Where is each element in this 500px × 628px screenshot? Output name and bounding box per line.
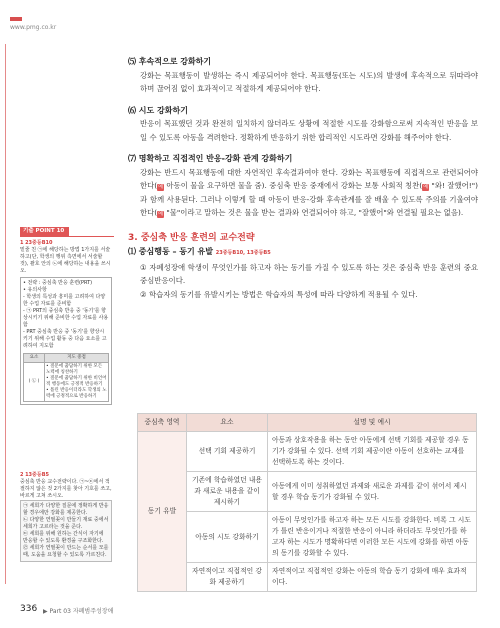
box-line: - PRT 중심축 반응 중 '동기'를 향상시키기 위해 수업 활동 중 다음 요소를 고려하여 지도함: [23, 329, 107, 349]
example-badge: 예: [158, 184, 164, 190]
mini-point: • 질문에 꿈답하기 위한 비언어적 행동에도 긍정적 반응하기: [46, 376, 107, 387]
main-content: [128, 55, 478, 301]
table-row: [138, 472, 477, 512]
example-badge: 예: [423, 184, 429, 190]
element-cell: 선택 기회 제공하기: [187, 432, 268, 472]
mini-point: • 틀린 반응이더라도 학생의 노력에 긍정적으로 반응하기: [46, 388, 107, 399]
desc-cell: 아동에게 이미 성취하였던 과제와 새로운 과제를 같이 섞어서 제시할 경우 학습 동기가 강화될 수 있다.: [268, 472, 477, 512]
q2-box: [20, 500, 112, 562]
exam-tag: 23중등B10, 13중등B5: [215, 250, 271, 256]
item-1: ① 자폐성장애 학생이 무엇인가를 하고자 하는 동기를 가질 수 있도록 하는 것은 중심축 반응 훈련의 중요 중심반응이다.: [140, 262, 478, 285]
box2-line: ㉢ 세희를 위해 원하는 간식이 자기에 반응할 수 있도록 환경을 구조화한다.: [23, 531, 104, 544]
mini-table: [23, 353, 109, 402]
q1-text: 밑줄 친 ㉠에 해당하는 방법 1가지를 서술하고(단, 학생의 행위 측면에서 서술할 것), 괄호 안의 ㉡에 해당하는 내용을 쓰시오.: [20, 247, 111, 274]
section-6-title: ⑹ 시도 강화하기: [128, 105, 188, 115]
table-row: [138, 563, 477, 592]
section-3-1-title: ⑴ 중심행동 – 동기 유발 23중등B10, 13중등B5: [128, 247, 271, 256]
box-line: - ㉠ PRT의 중심축 반응 중 '동기'를 향상시키기 위해 준비한 수업 자료를 사용함: [23, 308, 109, 328]
box2-line: ㉣ 세희가 연필꽂이 만드는 순서를 모를 때, 도움을 요청할 수 있도록 가르친다.: [23, 545, 109, 558]
item-2: ② 학습자의 동기를 유발시키는 방법은 학습자의 특성에 따라 다양하게 적용될 수 있다.: [140, 289, 418, 299]
element-cell: 기존에 학습하였던 내용과 새로운 내용을 같이 제시하기: [187, 472, 268, 512]
sidebar-q1: [20, 240, 112, 405]
box2-line: ㉡ 다양한 연필꽂이 만들기 재료 중에서 세희가 고르라는 것을 준다.: [23, 517, 109, 530]
mini-th: 지도 중점: [45, 354, 109, 363]
table-row: [138, 432, 477, 472]
q1-number: 1: [20, 240, 24, 246]
q2-number: 2: [20, 472, 24, 478]
brand-mark: [10, 17, 22, 21]
motivation-table: [137, 413, 477, 592]
box-line: - 학생의 특성과 흥미를 고려하여 다양한 수업 자료를 준비함: [23, 294, 106, 307]
mini-point: • 질문에 꿈답하기 위한 모든 노력에 칭찬하기: [46, 364, 103, 375]
table-header: 중심축 영역: [138, 414, 187, 432]
q2-tag: 13중등B5: [25, 472, 49, 478]
desc-cell: 아동과 상호작용을 하는 동안 아동에게 선택 기회를 제공할 경우 동기가 강화될 수 있다. 선택 기회 제공이란 아동이 선호하는 교재를 선택하도록 하는 것이다.: [268, 432, 477, 472]
section-6-body: 반응이 목표했던 것과 완전히 일치하지 않더라도 상황에 적절한 시도를 강화함으로써 지속적인 반응을 보일 수 있도록 아동을 격려한다. 정확하게 반응하기 위한 합리적인 시도라면 강화를 해주어야 한다.: [140, 119, 478, 142]
q1-box: [20, 277, 112, 405]
section-5-body: 강화는 목표행동이 발생하는 즉시 제공되어야 한다. 목표행동(또는 시도)의 발생에 후속적으로 뒤따라야 하며 끊어짐 없이 효과적이고 적절하게 제공되어야 한다.: [140, 70, 478, 93]
section-5-title: ⑸ 후속적으로 강화하기: [128, 57, 212, 66]
section-7-title: ⑺ 명확하고 직접적인 반응-강화 관계 강화하기: [128, 154, 293, 163]
table-row: [138, 512, 477, 563]
table-header: 설명 및 예시: [268, 414, 477, 432]
point-bar: [20, 236, 114, 237]
area-cell: 동기 유발: [138, 432, 187, 592]
table-header: 요소: [187, 414, 268, 432]
sidebar-divider: [5, 44, 6, 584]
mini-right: [45, 363, 109, 402]
part-label: ▶ Part 03 자폐범주성장애: [43, 608, 114, 615]
mini-th: 요소: [24, 354, 45, 363]
box-line: • 전략 : 중심축 반응 훈련(PRT): [23, 280, 93, 286]
element-cell: 자연적이고 직접적인 강화 제공하기: [187, 563, 268, 592]
page-number: 336: [20, 604, 38, 614]
site-url: www.pmg.co.kr: [10, 24, 57, 31]
desc-cell: 자연적이고 직접적인 강화는 아동의 학습 동기 강화에 매우 효과적이다.: [268, 563, 477, 592]
example-badge: 예: [158, 211, 164, 217]
q1-tag: 23중등B10: [25, 240, 53, 246]
box2-line: ㉠ 세희가 다양한 질문에 정확하게 반응할 경우에만 강화를 제공한다.: [23, 503, 109, 516]
q2-text: 중심축 반응 교수전략이다. ㉠~㉢에서 적절하지 않은 것 2가지를 찾아 기호를 쓰고, 바르게 고쳐 쓰시오.: [20, 479, 112, 499]
section-7-body: 강화는 반드시 목표행동에 대한 자연적인 후속결과여야 한다. 강화는 목표행동에 직접적으로 관련되어야 한다(예 아동이 물을 요구하면 물을 줌). 중심축 반응 중재에서 강화는 보통 사회적 칭찬(예 "와! 잘했어!")과 함께 사용된다. 그러나 이렇게 할 때 아동이 반응-강화 후속관계를 잘 배울 수 있도록 주의를 기울여야 한다(예 "물"이라고 말하는 것은 물을 받는 결과와 연결되어야 하고, "잘했어"와 연결될 필요는 없음).: [140, 167, 478, 217]
mini-left: ( ㉡ ): [24, 363, 45, 402]
desc-cell: 아동이 무엇인가를 하고자 하는 모든 시도를 강화한다. 비록 그 시도가 틀린 반응이거나 적절한 반응이 아니라 하더라도 무엇인가를 하고자 하는 시도가 명확하다면 이러한 모든 시도에 강화를 하면 아동의 동기를 강화할 수 있다.: [268, 512, 477, 563]
element-cell: 아동의 시도 강화하기: [187, 512, 268, 563]
box-line: • 유의사항: [23, 287, 47, 293]
sidebar-q2: [20, 472, 112, 562]
point-title: 기출 POINT 10: [20, 227, 69, 236]
section-3-title: 3. 중심축 반응 훈련의 교수전략: [128, 232, 255, 243]
